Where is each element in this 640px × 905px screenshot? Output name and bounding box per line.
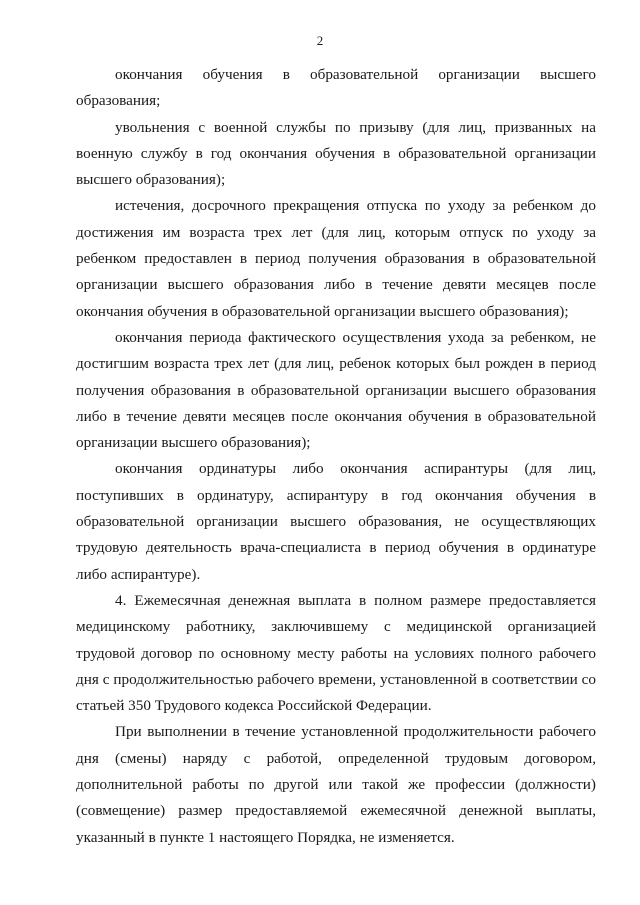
paragraph-graduation: окончания обучения в образовательной организации высшего образования; — [76, 66, 596, 110]
paragraph-item-4: 4. Ежемесячная денежная выплата в полном размере предоставляется медицинскому работнику, заключившему с медицинской организацией трудовой договор по основному месту работы на условиях полного рабочего дня с продолжительностью рабочего времени, установленной в соответствии со статьей 350 Трудового кодекса Российской Федерации. — [76, 591, 596, 715]
paragraph-combined-work: При выполнении в течение установленной продолжительности рабочего дня (смены) наряду с работой, определенной трудовым договором, дополнительной работы по другой или такой же профессии (должности) (совмещение) размер предоставляемой ежемесячной денежной выплаты, указанный в пункте 1 настоящего Порядка, не изменяется. — [76, 723, 596, 846]
document-body — [76, 62, 596, 851]
paragraph-parental-leave-end: истечения, досрочного прекращения отпуска по уходу за ребенком до достижения им возраста трех лет (для лиц, которым отпуск по уходу за ребенком предоставлен в период получения образования в образовательной организации высшего образования либо в течение девяти месяцев после окончания обучения в образовательной организации высшего образования); — [76, 197, 596, 320]
page-number: 2 — [316, 33, 324, 48]
paragraph-residency-end: окончания ординатуры либо окончания аспирантуры (для лиц, поступивших в ординатуру, аспирантуру в год окончания обучения в образовательной организации высшего образования, не осуществляющих трудовую деятельность врача-специалиста в период обучения в ординатуре либо аспирантуре). — [76, 460, 596, 583]
paragraph-military-discharge: увольнения с военной службы по призыву (для лиц, призванных на военную службу в год окончания обучения в образовательной организации высшего образования); — [76, 118, 596, 189]
paragraph-childcare-end: окончания периода фактического осуществления ухода за ребенком, не достигшим возраста трех лет (для лиц, ребенок которых был рожден в период получения образования в образовательной организации высшего образования либо в течение девяти месяцев после окончания обучения в образовательной организации высшего образования); — [76, 328, 596, 452]
